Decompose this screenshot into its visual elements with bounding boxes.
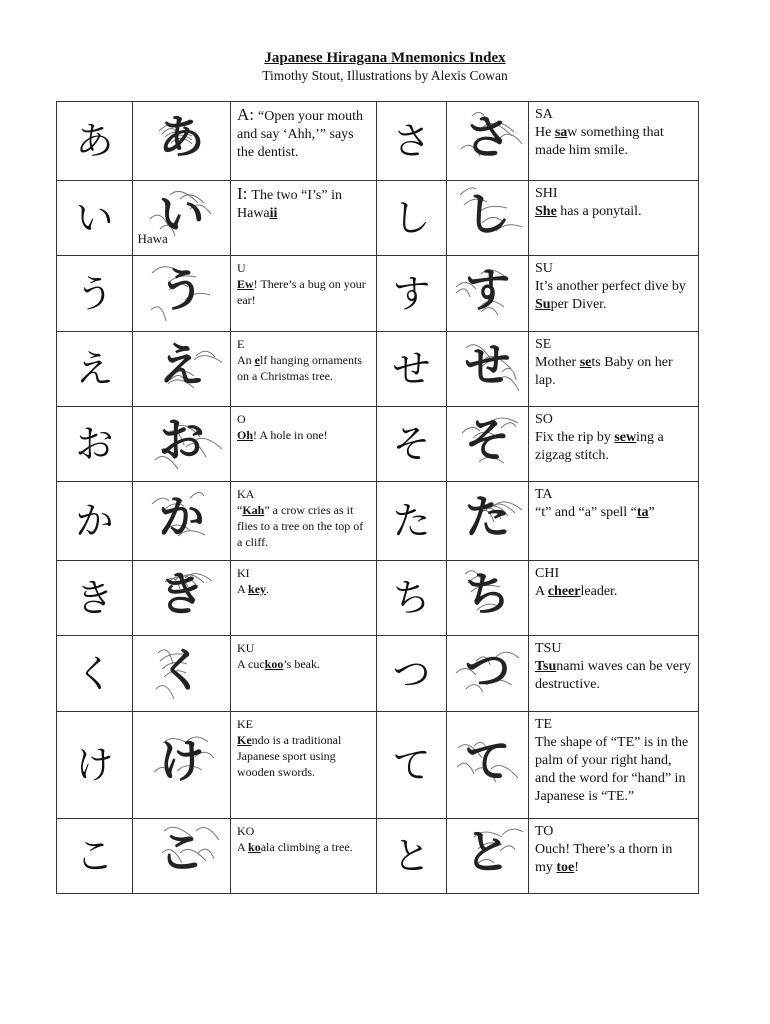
mnemonic-fragment: ! There’s a bug on your ear! [237,277,366,307]
mnemonic-text [237,839,370,855]
mnemonic-keyword: se [579,355,592,370]
right-mnemonic-cell [529,332,699,407]
mnemonic-text [535,124,692,160]
left-mnemonic-cell [231,256,377,332]
stylized-kana-overlay: つ [464,642,511,697]
mnemonic-text [535,504,692,522]
mnemonic-fragment: A [237,582,249,596]
romaji-label: A: [237,105,254,124]
right-hiragana-character: た [377,482,447,561]
right-hiragana-character: す [377,256,447,332]
romaji-label: U [237,261,246,275]
mnemonic-fragment: The two “I’s” in Hawa [237,188,342,221]
right-mnemonic-cell [529,102,699,181]
romaji-label: CHI [535,566,560,581]
right-hiragana-character: さ [377,102,447,181]
left-illustration-cell [133,407,231,482]
tsunami-wave-drawing [448,641,528,707]
table-row [57,102,699,181]
diver-drawing [448,261,528,327]
mnemonic-fragment: The shape of “TE” is in the palm of your right hand, and the word for “hand” in Japanese is “TE.” [535,735,689,804]
right-illustration-cell [447,561,529,636]
stylized-kana-overlay: き [158,567,205,621]
illustration-label: Hawa [137,231,168,246]
cheerleader-drawing [448,565,528,631]
romaji-label: SE [535,337,552,352]
right-mnemonic-cell [529,407,699,482]
ta-letters-drawing [448,488,528,554]
golf-hole-drawing [142,411,222,477]
mnemonic-keyword: Tsu [535,659,557,674]
mnemonic-fragment: . [266,582,270,596]
mnemonic-text [535,278,692,314]
table-row [57,181,699,256]
stylized-kana-overlay: か [158,490,205,544]
page-title: Japanese Hiragana Mnemonics Index [264,50,506,66]
left-mnemonic-cell [231,819,377,894]
romaji-label: SO [535,412,553,427]
left-mnemonic-cell [231,407,377,482]
mnemonic-text [535,203,692,221]
mnemonic-keyword: toe [556,860,575,875]
mnemonic-fragment: “t” and “a” spell “ [535,505,637,520]
mnemonic-keyword: Kah [242,503,265,517]
girl-with-bug-drawing [142,261,222,327]
mnemonic-keyword: Oh [237,428,254,442]
romaji-label: TE [535,717,553,732]
toe-thorn-drawing [448,823,528,889]
mnemonic-text [535,354,692,390]
key-drawing [142,565,222,631]
smiling-face-drawing [448,108,528,174]
stylized-kana-overlay: せ [464,338,511,392]
mnemonic-fragment: lf hanging ornaments on a Christmas tree. [237,353,362,383]
mnemonic-keyword: koo [264,657,284,671]
mnemonic-text [237,188,342,221]
mnemonic-keyword: She [535,204,557,219]
stylized-kana-overlay: し [464,187,511,241]
stylized-kana-overlay: こ [158,825,205,879]
right-mnemonic-cell [529,482,699,561]
cuckoo-bird-drawing [142,641,222,707]
crow-cliff-drawing [142,488,222,554]
right-illustration-cell [447,102,529,181]
left-mnemonic-cell [231,102,377,181]
romaji-label: KI [237,566,250,580]
ponytail-girl-drawing [448,185,528,251]
mnemonic-text [237,352,370,384]
mnemonic-fragment: Fix the rip by [535,430,615,445]
mnemonic-fragment: w something that made him smile. [535,125,664,158]
right-mnemonic-cell [529,636,699,712]
stylized-kana-overlay: た [464,490,511,544]
table-row [57,332,699,407]
stylized-kana-overlay: て [464,734,511,788]
romaji-label: I: [237,184,248,203]
table-row [57,256,699,332]
romaji-label: TSU [535,641,562,656]
left-illustration-cell [133,482,231,561]
right-hiragana-character: と [377,819,447,894]
mnemonic-fragment: ” [648,505,655,520]
mnemonic-keyword: ii [269,206,278,221]
left-mnemonic-cell [231,561,377,636]
stylized-kana-overlay: お [158,413,205,467]
mnemonic-fragment: ndo is a traditional Japanese sport using wooden swords. [237,733,342,779]
stylized-kana-overlay: す [464,262,511,317]
mnemonic-text [237,427,370,443]
mnemonic-fragment: ” a crow cries as it flies to a tree on the top of a cliff. [237,503,364,549]
mnemonic-keyword: sew [614,430,637,445]
mnemonic-keyword: Su [535,297,551,312]
mnemonic-text [237,502,370,550]
romaji-label: KE [237,717,253,731]
left-hiragana-character: け [57,712,133,819]
romaji-label: SA [535,107,553,122]
left-hiragana-character: い [57,181,133,256]
left-mnemonic-cell [231,332,377,407]
table-row [57,407,699,482]
kendo-fighters-drawing [142,732,222,798]
right-hiragana-character: し [377,181,447,256]
mother-baby-bears-drawing [448,336,528,402]
mnemonic-text [535,583,692,601]
romaji-label: KA [237,487,255,501]
table-row [57,819,699,894]
left-illustration-cell [133,332,231,407]
left-mnemonic-cell [231,712,377,819]
left-illustration-cell [133,819,231,894]
mnemonic-fragment: ala climbing a tree. [260,840,353,854]
romaji-label: TO [535,824,554,839]
left-hiragana-character: う [57,256,133,332]
romaji-label: E [237,337,245,351]
left-hiragana-character: お [57,407,133,482]
left-hiragana-character: あ [57,102,133,181]
mnemonic-keyword: ta [636,505,649,520]
mnemonic-text [535,658,692,694]
mnemonic-text [237,276,370,308]
elf-christmas-tree-drawing [142,336,222,402]
right-illustration-cell [447,256,529,332]
left-illustration-cell [133,102,231,181]
romaji-label: KU [237,641,255,655]
mnemonic-fragment: An [237,353,255,367]
mnemonic-fragment: has a ponytail. [556,204,642,219]
right-illustration-cell [447,636,529,712]
table-row [57,482,699,561]
right-illustration-cell [447,482,529,561]
right-hiragana-character: つ [377,636,447,712]
mnemonic-text [535,841,692,877]
mnemonic-fragment: It’s another perfect dive by [535,279,686,294]
mnemonic-keyword: Ew [237,277,254,291]
mnemonic-fragment: ! [574,860,579,875]
mnemonic-text [535,429,692,465]
right-mnemonic-cell [529,561,699,636]
mnemonic-text [237,732,370,780]
stylized-kana-overlay: ち [464,567,511,621]
stylized-kana-overlay: え [158,338,205,392]
mnemonic-fragment: per Diver. [550,297,607,312]
stylized-kana-overlay: と [464,825,511,879]
mnemonic-keyword: key [248,582,267,596]
right-illustration-cell [447,712,529,819]
mnemonic-keyword: cheer [547,584,581,599]
left-hiragana-character: く [57,636,133,712]
romaji-label: SU [535,261,553,276]
mnemonic-text [535,734,692,806]
mnemonic-keyword: sa [554,125,568,140]
romaji-label: KO [237,824,255,838]
mnemonic-fragment: leader. [580,584,618,599]
stylized-kana-overlay: け [158,734,205,788]
stylized-kana-overlay: そ [464,413,511,467]
table-row [57,636,699,712]
open-hand-drawing [448,732,528,798]
left-illustration-cell [133,636,231,712]
right-hiragana-character: せ [377,332,447,407]
right-mnemonic-cell [529,181,699,256]
mnemonic-text [237,656,370,672]
mnemonic-fragment: nami waves can be very destructive. [535,659,691,692]
left-mnemonic-cell [231,482,377,561]
mnemonic-text [237,581,370,597]
page-subtitle: Timothy Stout, Illustrations by Alexis Cowan [262,68,508,83]
mnemonic-fragment: A [237,840,249,854]
stylized-kana-overlay: い [158,187,205,241]
mnemonic-keyword: e [254,353,260,367]
left-illustration-cell [133,712,231,819]
mnemonic-fragment: ! A hole in one! [253,428,328,442]
stitched-bear-drawing [448,411,528,477]
mnemonic-fragment: Ouch! There’s a thorn in my [535,842,673,875]
right-illustration-cell [447,819,529,894]
left-illustration-cell [133,561,231,636]
right-mnemonic-cell [529,712,699,819]
mnemonic-fragment: ts Baby on her lap. [535,355,673,388]
mnemonic-keyword: ko [248,840,261,854]
left-mnemonic-cell [231,181,377,256]
right-illustration-cell [447,181,529,256]
right-hiragana-character: そ [377,407,447,482]
stylized-kana-overlay: あ [158,110,205,164]
hiragana-index-table [56,101,699,894]
koala-drawing [142,823,222,889]
right-illustration-cell [447,407,529,482]
mnemonic-fragment: “ [237,503,243,517]
mnemonic-keyword: Ke [237,733,252,747]
right-hiragana-character: て [377,712,447,819]
right-illustration-cell [447,332,529,407]
left-hiragana-character: こ [57,819,133,894]
right-mnemonic-cell [529,819,699,894]
right-hiragana-character: ち [377,561,447,636]
left-hiragana-character: き [57,561,133,636]
table-row [57,561,699,636]
left-illustration-cell [133,181,231,256]
left-illustration-cell [133,256,231,332]
mnemonic-fragment: ’s beak. [283,657,320,671]
palm-trees-drawing [137,185,222,251]
mnemonic-fragment: “Open your mouth and say ‘Ahh,’” says the dentist. [237,109,363,160]
sleeping-rabbit-drawing [142,108,222,174]
romaji-label: O [237,412,246,426]
romaji-label: SHI [535,186,558,201]
romaji-label: TA [535,487,553,502]
stylized-kana-overlay: く [158,642,205,697]
right-mnemonic-cell [529,256,699,332]
left-hiragana-character: え [57,332,133,407]
stylized-kana-overlay: さ [464,110,511,164]
table-row [57,712,699,819]
stylized-kana-overlay: う [158,262,205,317]
mnemonic-fragment: Mother [535,355,580,370]
left-hiragana-character: か [57,482,133,561]
mnemonic-fragment: He [535,125,555,140]
mnemonic-fragment: A [535,584,548,599]
mnemonic-fragment: A cuc [237,657,265,671]
mnemonic-text [237,109,363,160]
left-mnemonic-cell [231,636,377,712]
mnemonic-fragment: ing a zigzag stitch. [535,430,664,463]
